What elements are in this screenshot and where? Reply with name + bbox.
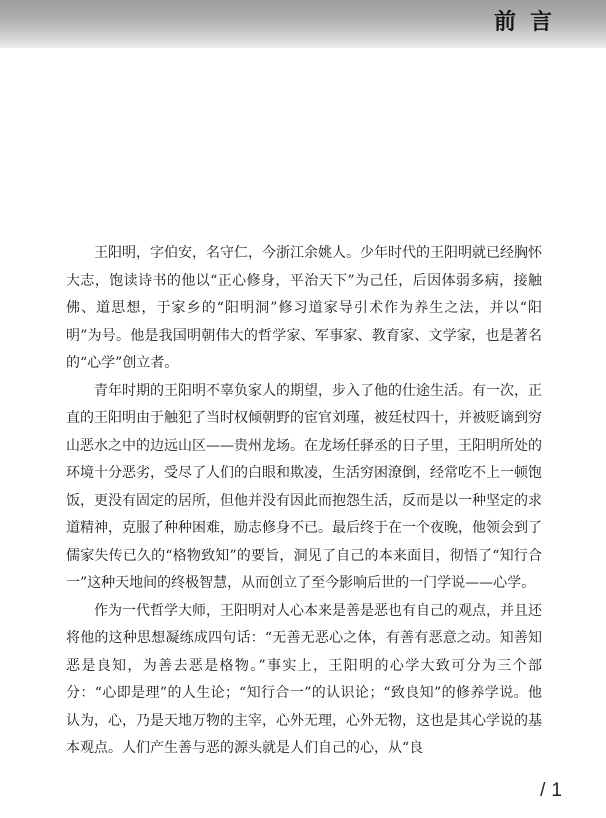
section-title: 前言 (493, 10, 566, 35)
page-number-slash: / (540, 780, 546, 801)
paragraph-1: 王阳明，字伯安，名守仁，今浙江余姚人。少年时代的王阳明就已经胸怀大志，饱读诗书的他以“正心修身，平治天下”为己任，后因体弱多病，接触佛、道思想，于家乡的“阳明洞”修习道家导引术作为养生之法，并以“阳明”为号。他是我国明朝伟大的哲学家、军事家、教育家、文学家，也是著名的“心学”创立者。 (66, 245, 542, 371)
page-number (540, 780, 562, 802)
header-band (0, 0, 606, 48)
page-number-value: 1 (551, 780, 562, 801)
body-text (66, 240, 542, 763)
paragraph-2: 青年时期的王阳明不辜负家人的期望，步入了他的仕途生活。有一次，正直的王阳明由于触犯了当时权倾朝野的宦官刘瑾，被廷杖四十，并被贬谪到穷山恶水之中的边远山区——贵州龙场。在龙场任驿丞的日子里，王阳明所处的环境十分恶劣，受尽了人们的白眼和欺凌，生活穷困潦倒，经常吃不上一顿饱饭，更没有固定的居所，但他并没有因此而抱怨生活，反而是以一种坚定的求道精神，克服了种种困难，励志修身不已。最后终于在一个夜晚，他领会到了儒家失传已久的“格物致知”的要旨，洞见了自己的本来面目，彻悟了“知行合一”这种天地间的终极智慧，从而创立了至今影响后世的一门学说——心学。 (66, 382, 542, 591)
paragraph-3: 作为一代哲学大师，王阳明对人心本来是善是恶也有自己的观点，并且还将他的这种思想凝练成四句话：“无善无恶心之体，有善有恶意之动。知善知恶是良知，为善去恶是格物。”事实上，王阳明的心学大致可分为三个部分：“心即是理”的人生论；“知行合一”的认识论；“致良知”的修养学说。他认为，心，乃是天地万物的主宰，心外无理，心外无物，这也是其心学说的基本观点。人们产生善与恶的源头就是人们自己的心，从“良 (66, 602, 542, 756)
